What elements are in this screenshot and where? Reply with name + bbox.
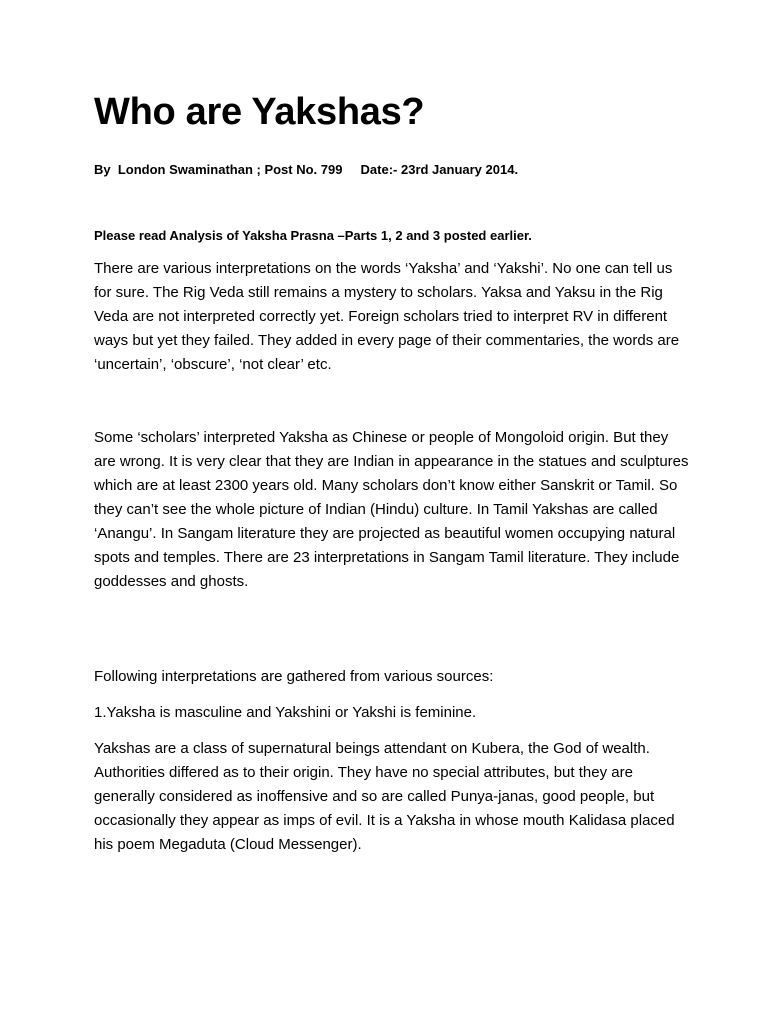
- byline: By London Swaminathan ; Post No. 799 Date:- 23rd January 2014.: [94, 162, 519, 177]
- reading-note: Please read Analysis of Yaksha Prasna –Parts 1, 2 and 3 posted earlier.: [94, 228, 532, 243]
- paragraph-scholars: Some ‘scholars’ interpreted Yaksha as Chinese or people of Mongoloid origin. But they are wrong. It is very clear that they are Indian in appearance in the statues and sculptures which are at least 2300 years old. Many scholars don’t know either Sanskrit or Tamil. So they can’t see the whole picture of Indian (Hindu) culture. In Tamil Yakshas are called ‘Anangu’. In Sangam literature they are projected as beautiful women occupying natural spots and temples. There are 23 interpretations in Sangam Tamil literature. They include goddesses and ghosts.: [94, 429, 689, 590]
- paragraph-interpretations: There are various interpretations on the words ‘Yaksha’ and ‘Yakshi’. No one can tell us for sure. The Rig Veda still remains a mystery to scholars. Yaksa and Yaksu in the Rig Veda are not interpreted correctly yet. Foreign scholars tried to interpret RV in different ways but yet they failed. They added in every page of their commentaries, the words are ‘uncertain’, ‘obscure’, ‘not clear’ etc.: [94, 260, 680, 373]
- paragraph-sources-intro: Following interpretations are gathered from various sources:: [94, 668, 494, 685]
- paragraph-kubera: Yakshas are a class of supernatural beings attendant on Kubera, the God of wealth. Authorities differed as to their origin. They have no special attributes, but they are generally considered as inoffensive and so are called Punya-janas, good people, but occasionally they appear as imps of evil. It is a Yaksha in whose mouth Kalidasa placed his poem Megaduta (Cloud Messenger).: [94, 740, 675, 853]
- page-title: Who are Yakshas?: [94, 91, 425, 133]
- paragraph-point-1: 1.Yaksha is masculine and Yakshini or Yakshi is feminine.: [94, 704, 477, 721]
